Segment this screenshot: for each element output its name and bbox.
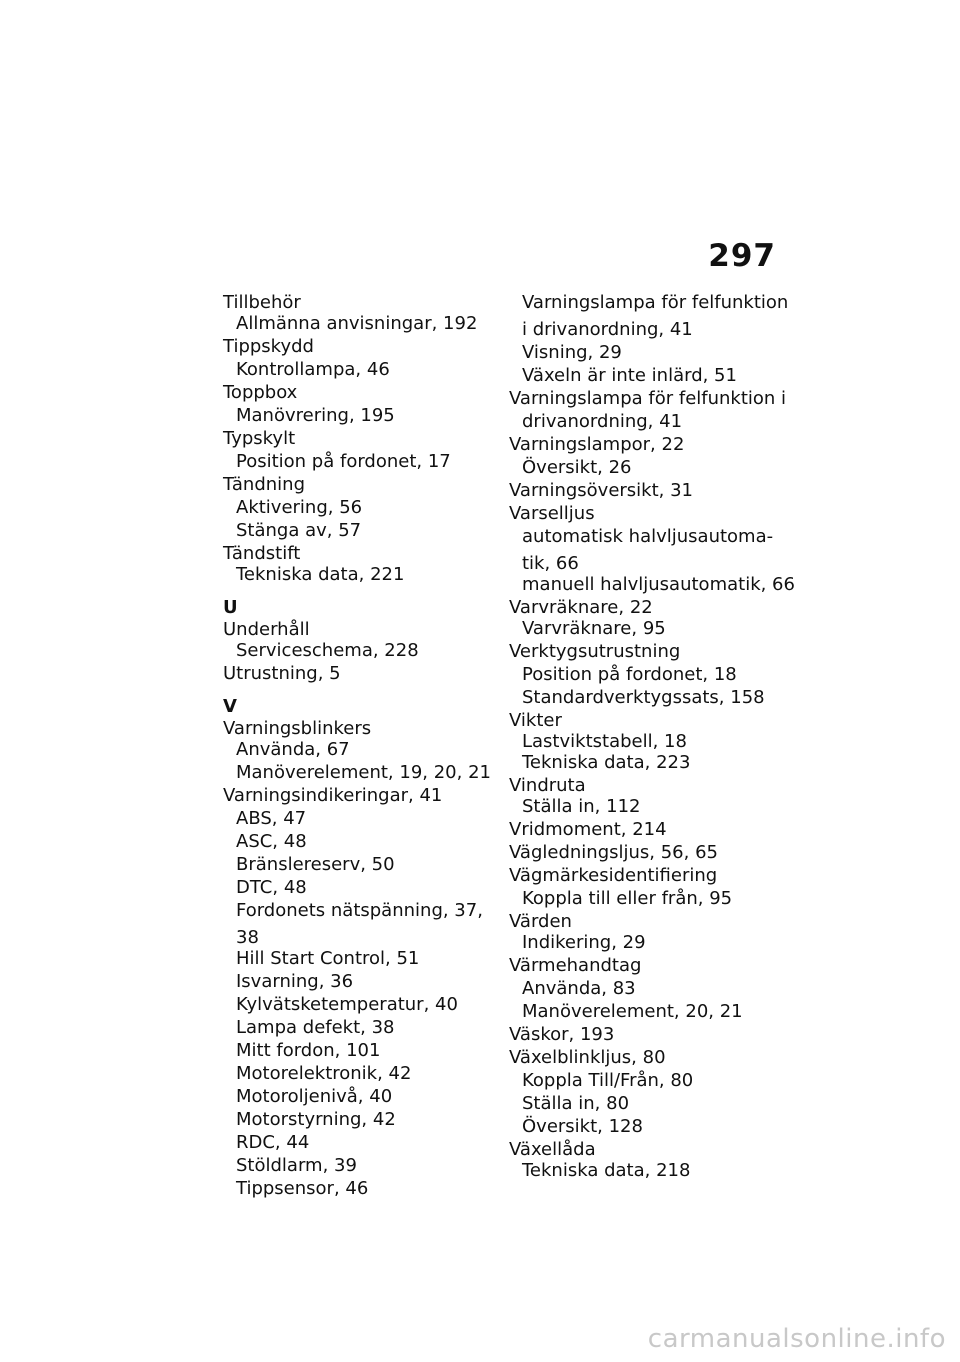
index-term: Varningslampa för felfunktion i xyxy=(509,388,787,409)
index-term: Vridmoment, 214 xyxy=(509,819,667,840)
index-subentry-continued: 38 xyxy=(236,927,259,948)
index-subentry: Mitt fordon, 101 xyxy=(236,1040,381,1061)
watermark: carmanualsonline.info xyxy=(647,1324,946,1354)
index-subentry: Kylvätsketemperatur, 40 xyxy=(236,994,458,1015)
index-subentry: Manöverelement, 20, 21 xyxy=(522,1001,743,1022)
index-subentry: automatisk halvljusautoma- xyxy=(522,526,774,547)
index-subentry: Manöverelement, 19, 20, 21 xyxy=(236,762,491,783)
index-subentry: ASC, 48 xyxy=(236,831,307,852)
index-subentry: ABS, 47 xyxy=(236,808,307,829)
index-subentry: Standardverktygssats, 158 xyxy=(522,687,765,708)
index-subentry: Motoroljenivå, 40 xyxy=(236,1086,393,1107)
index-subentry: Position på fordonet, 17 xyxy=(236,451,451,472)
index-term: Tippskydd xyxy=(223,336,314,357)
index-term: Vindruta xyxy=(509,775,586,796)
index-subentry-continued: i drivanordning, 41 xyxy=(522,319,693,340)
index-term-continued: drivanordning, 41 xyxy=(522,411,683,432)
index-subentry: Motorstyrning, 42 xyxy=(236,1109,396,1130)
index-subentry: Hill Start Control, 51 xyxy=(236,948,420,969)
index-term: Växelblinkljus, 80 xyxy=(509,1047,666,1068)
index-subentry: Lampa defekt, 38 xyxy=(236,1017,395,1038)
index-column-right xyxy=(509,292,795,1181)
index-subentry: Varningslampa för felfunktion xyxy=(522,292,789,313)
index-term: Varningsindikeringar, 41 xyxy=(223,785,443,806)
index-subentry: Motorelektronik, 42 xyxy=(236,1063,412,1084)
index-subentry: Tekniska data, 221 xyxy=(236,564,405,585)
index-subentry: Koppla Till/Från, 80 xyxy=(522,1070,694,1091)
index-subentry: Använda, 67 xyxy=(236,739,350,760)
index-term: Tändstift xyxy=(223,543,301,564)
section-letter-u: U xyxy=(223,597,238,618)
index-term: Värmehandtag xyxy=(509,955,642,976)
index-term: Varningsblinkers xyxy=(223,718,372,739)
index-subentry: DTC, 48 xyxy=(236,877,307,898)
index-subentry: Indikering, 29 xyxy=(522,932,646,953)
index-subentry: Manövrering, 195 xyxy=(236,405,395,426)
page-number: 297 xyxy=(708,238,776,274)
index-subentry: Varvräknare, 95 xyxy=(522,618,666,639)
index-subentry: Stöldlarm, 39 xyxy=(236,1155,357,1176)
index-term: Toppbox xyxy=(223,382,298,403)
index-subentry: Fordonets nätspänning, 37, xyxy=(236,900,483,921)
index-subentry: Stänga av, 57 xyxy=(236,520,362,541)
index-term: Vägledningsljus, 56, 65 xyxy=(509,842,718,863)
index-subentry: Tekniska data, 223 xyxy=(522,752,691,773)
index-term: Varvräknare, 22 xyxy=(509,597,653,618)
section-letter-v: V xyxy=(223,696,237,717)
index-subentry: Översikt, 128 xyxy=(522,1116,643,1137)
index-subentry: Lastviktstabell, 18 xyxy=(522,731,687,752)
index-term: Tillbehör xyxy=(223,292,301,313)
index-term: Växellåda xyxy=(509,1139,596,1160)
index-column-left xyxy=(223,292,493,1199)
index-subentry: Ställa in, 112 xyxy=(522,796,641,817)
index-subentry: Isvarning, 36 xyxy=(236,971,354,992)
index-subentry: Bränslereserv, 50 xyxy=(236,854,395,875)
index-term: Varningsöversikt, 31 xyxy=(509,480,693,501)
index-subentry: manuell halvljusautomatik, 66 xyxy=(522,574,795,595)
index-term: Varningslampor, 22 xyxy=(509,434,685,455)
index-subentry: Tekniska data, 218 xyxy=(522,1160,691,1181)
index-subentry: Tippsensor, 46 xyxy=(236,1178,369,1199)
index-term: Väskor, 193 xyxy=(509,1024,615,1045)
index-subentry: Position på fordonet, 18 xyxy=(522,664,737,685)
index-subentry: Visning, 29 xyxy=(522,342,622,363)
index-term: Varselljus xyxy=(509,503,595,524)
index-term: Underhåll xyxy=(223,619,310,640)
index-subentry: Växeln är inte inlärd, 51 xyxy=(522,365,737,386)
index-subentry: Ställa in, 80 xyxy=(522,1093,630,1114)
index-term: Tändning xyxy=(223,474,306,495)
index-subentry: RDC, 44 xyxy=(236,1132,310,1153)
index-term: Vikter xyxy=(509,710,562,731)
index-term: Vägmärkesidentifiering xyxy=(509,865,718,886)
index-subentry: Allmänna anvisningar, 192 xyxy=(236,313,478,334)
index-term: Typskylt xyxy=(223,428,296,449)
index-subentry: Använda, 83 xyxy=(522,978,636,999)
index-term: Utrustning, 5 xyxy=(223,663,341,684)
index-subentry: Översikt, 26 xyxy=(522,457,632,478)
index-subentry-continued: tik, 66 xyxy=(522,553,579,574)
index-term: Verktygsutrustning xyxy=(509,641,681,662)
index-term: Värden xyxy=(509,911,572,932)
index-subentry: Aktivering, 56 xyxy=(236,497,363,518)
index-subentry: Serviceschema, 228 xyxy=(236,640,419,661)
index-subentry: Kontrollampa, 46 xyxy=(236,359,390,380)
index-subentry: Koppla till eller från, 95 xyxy=(522,888,733,909)
